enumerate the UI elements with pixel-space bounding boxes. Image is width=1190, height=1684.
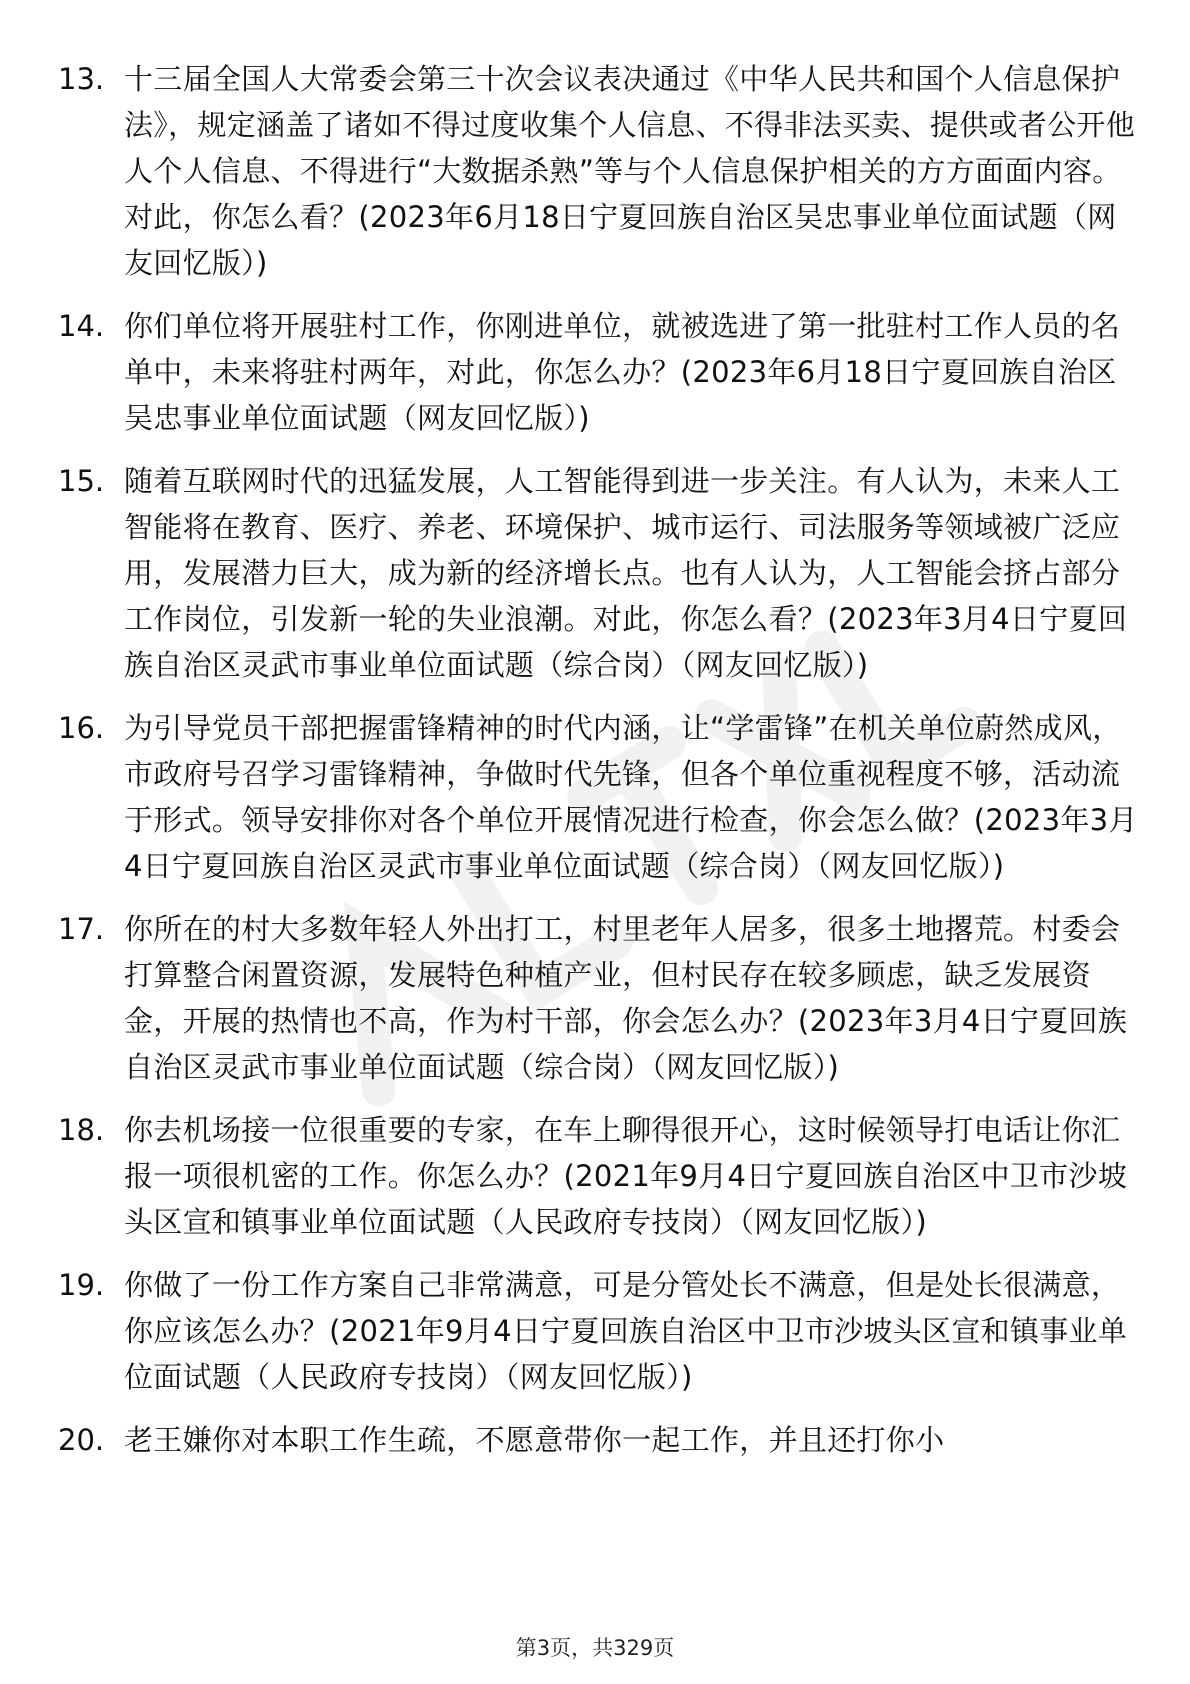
question-item-19	[58, 1262, 1138, 1400]
question-text: 你们单位将开展驻村工作，你刚进单位，就被选进了第一批驻村工作人员的名单中，未来将驻村两年，对此，你怎么办？(2023年6月18日宁夏回族自治区吴忠事业单位面试题（网友回忆版）)	[124, 309, 1121, 435]
question-number: 15.	[58, 464, 105, 498]
question-text: 你做了一份工作方案自己非常满意，可是分管处长不满意，但是处长很满意，你应该怎么办？(2021年9月4日宁夏回族自治区中卫市沙坡头区宣和镇事业单位面试题（人民政府专技岗）（网友回忆版）)	[124, 1268, 1128, 1394]
question-item-20	[58, 1417, 1138, 1463]
question-item-16	[58, 705, 1138, 889]
question-number: 20.	[58, 1423, 105, 1457]
question-list	[58, 56, 1138, 1480]
question-item-14	[58, 303, 1138, 441]
question-item-15	[58, 458, 1138, 688]
question-text: 为引导党员干部把握雷锋精神的时代内涵，让“学雷锋”在机关单位蔚然成风，市政府号召学习雷锋精神，争做时代先锋，但各个单位重视程度不够，活动流于形式。领导安排你对各个单位开展情况进行检查，你会怎么做？(2023年3月4日宁夏回族自治区灵武市事业单位面试题（综合岗）（网友回忆版）)	[124, 711, 1138, 883]
question-text: 随着互联网时代的迅猛发展，人工智能得到进一步关注。有人认为，未来人工智能将在教育、医疗、养老、环境保护、城市运行、司法服务等领域被广泛应用，发展潜力巨大，成为新的经济增长点。也有人认为，人工智能会挤占部分工作岗位，引发新一轮的失业浪潮。对此，你怎么看？(2023年3月4日宁夏回族自治区灵武市事业单位面试题（综合岗）（网友回忆版）)	[124, 464, 1128, 682]
question-text: 十三届全国人大常委会第三十次会议表决通过《中华人民共和国个人信息保护法》，规定涵盖了诸如不得过度收集个人信息、不得非法买卖、提供或者公开他人个人信息、不得进行“大数据杀熟”等与个人信息保护相关的方方面面内容。对此，你怎么看？(2023年6月18日宁夏回族自治区吴忠事业单位面试题（网友回忆版）)	[124, 62, 1136, 280]
question-number: 17.	[58, 912, 105, 946]
page-number-footer: 第3页，共329页	[515, 1636, 675, 1660]
question-number: 13.	[58, 62, 105, 96]
question-number: 14.	[58, 309, 105, 343]
question-text: 你去机场接一位很重要的专家，在车上聊得很开心，这时候领导打电话让你汇报一项很机密的工作。你怎么办？(2021年9月4日宁夏回族自治区中卫市沙坡头区宣和镇事业单位面试题（人民政府专技岗）（网友回忆版）)	[124, 1113, 1128, 1239]
question-number: 19.	[58, 1268, 105, 1302]
question-item-18	[58, 1107, 1138, 1245]
question-item-17	[58, 906, 1138, 1090]
question-text: 老王嫌你对本职工作生疏，不愿意带你一起工作，并且还打你小	[124, 1423, 945, 1457]
question-number: 18.	[58, 1113, 105, 1147]
question-item-13	[58, 56, 1138, 286]
question-text: 你所在的村大多数年轻人外出打工，村里老年人居多，很多土地撂荒。村委会打算整合闲置资源，发展特色种植产业，但村民存在较多顾虑，缺乏发展资金，开展的热情也不高，作为村干部，你会怎么办？(2023年3月4日宁夏回族自治区灵武市事业单位面试题（综合岗）（网友回忆版）)	[124, 912, 1128, 1084]
question-number: 16.	[58, 711, 105, 745]
